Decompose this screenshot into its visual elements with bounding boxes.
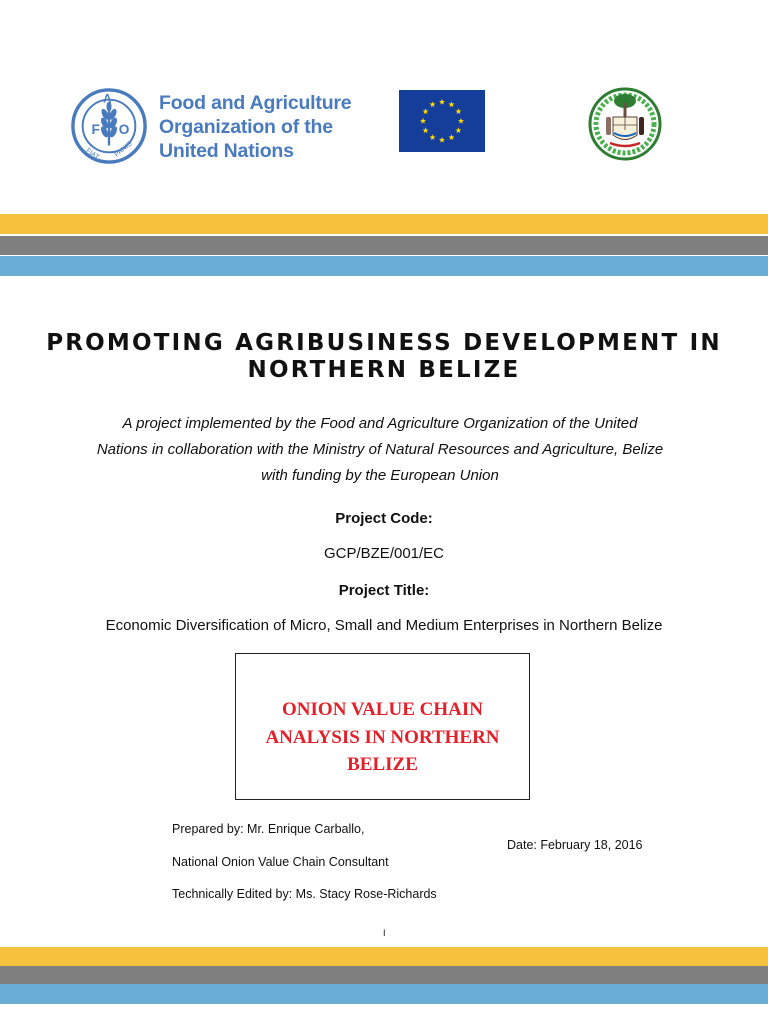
fao-organization-name: [159, 91, 359, 163]
fao-logo: [70, 87, 350, 169]
report-date: Date: February 18, 2016: [507, 838, 643, 852]
stripe-blue-bottom: [0, 984, 768, 1004]
svg-text:FIAT: FIAT: [84, 147, 101, 162]
report-title-box: [235, 653, 530, 800]
report-title-line: BELIZE: [347, 754, 418, 775]
stripe-blue-top: [0, 256, 768, 276]
eu-flag-icon: [399, 90, 485, 152]
description-line: with funding by the European Union: [261, 467, 499, 484]
report-title: [236, 696, 529, 779]
project-title: Economic Diversification of Micro, Small and Medium Enterprises in Northern Belize: [105, 617, 663, 634]
svg-text:A: A: [103, 92, 112, 106]
edited-by: Technically Edited by: Ms. Stacy Rose-Richards: [172, 887, 437, 901]
page-number: I: [383, 928, 386, 938]
prepared-by: Prepared by: Mr. Enrique Carballo,: [172, 822, 365, 836]
project-code: GCP/BZE/001/EC: [323, 545, 445, 562]
svg-text:O: O: [118, 121, 130, 137]
title-line: NORTHERN BELIZE: [247, 357, 521, 383]
fao-name-line: United Nations: [159, 140, 294, 162]
document-title: [0, 330, 768, 384]
fao-name-line: Food and Agriculture: [159, 92, 352, 114]
stripe-yellow-bottom: [0, 947, 768, 966]
stripe-yellow-top: [0, 214, 768, 234]
belize-coat-of-arms-icon: [588, 87, 662, 161]
report-title-line: ANALYSIS IN NORTHERN: [265, 726, 500, 748]
fao-emblem-icon: [70, 87, 148, 165]
description-line: Nations in collaboration with the Ministry of Natural Resources and Agriculture, Belize: [96, 441, 664, 458]
stripe-grey-bottom: [0, 966, 768, 984]
project-title-label: Project Title:: [338, 582, 430, 599]
svg-text:PANIS: PANIS: [113, 140, 134, 159]
svg-text:F: F: [91, 121, 100, 137]
fao-name-line: Organization of the: [159, 116, 333, 138]
description-line: A project implemented by the Food and Agriculture Organization of the United: [122, 415, 638, 432]
consultant-role: National Onion Value Chain Consultant: [172, 855, 389, 869]
project-description: [60, 411, 700, 489]
project-code-label: Project Code:: [335, 510, 433, 527]
report-title-line: ONION VALUE CHAIN: [282, 699, 483, 720]
title-line: PROMOTING AGRIBUSINESS DEVELOPMENT IN: [46, 330, 722, 356]
stripe-grey-top: [0, 236, 768, 255]
